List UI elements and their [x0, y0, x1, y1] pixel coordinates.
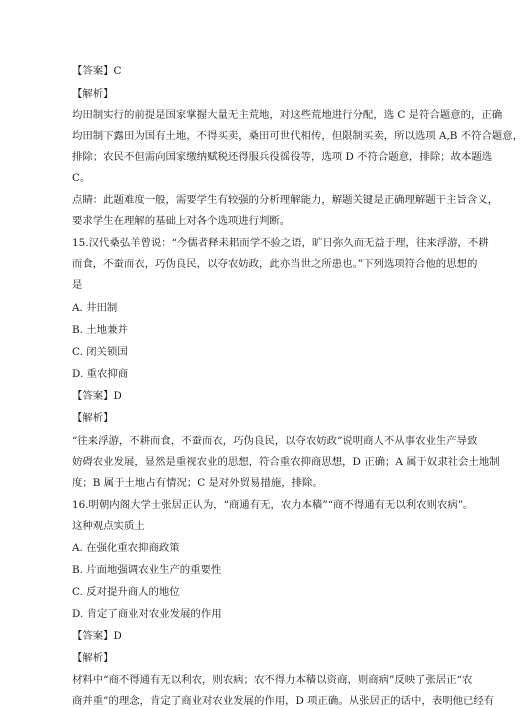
question-text-line: 这种观点实质上	[72, 520, 145, 532]
note-text-line: 要求学生在理解的基础上对各个选项进行判断。	[72, 215, 291, 227]
analysis-text-line: “往来浮游，不耕而食，不蚕而衣，巧伪良民，以夺农妨政”说明商人不从事农业生产导致	[72, 435, 478, 447]
option-c: C. 反对提升商人的地位	[72, 586, 180, 598]
option-b: B. 土地兼并	[72, 324, 128, 336]
analysis-label: 【解析】	[72, 652, 114, 664]
option-d: D. 肯定了商业对农业发展的作用	[72, 608, 222, 620]
analysis-label: 【解析】	[72, 88, 114, 100]
analysis-label: 【解析】	[72, 412, 114, 424]
analysis-text-line: 商并重”的理念，肯定了商业对农业发展的作用，D 项正确。从张居正的话中，表明他已经有	[72, 695, 495, 707]
analysis-text-line: C。	[72, 172, 91, 184]
option-c: C. 闭关锁国	[72, 346, 128, 358]
analysis-text-line: 材料中“商不得通有无以利农，则农病；农不得力本穑以资商，则商病”反映了张居正“农	[72, 674, 473, 686]
analysis-text-line: 均田制下露田为国有土地，不得买卖，桑田可世代相传，但限制买卖，所以选项 A,B 不符合题意，	[72, 130, 523, 142]
note-text-line: 点睛：此题难度一般，需要学生有较强的分析理解能力，解题关键是正确理解题干主旨含义，	[72, 194, 499, 206]
analysis-text-line: 均田制实行的前提是国家掌握大量无主荒地，对这些荒地进行分配，选 C 是符合题意的，正确	[72, 109, 503, 121]
question-text-line: 而食，不蚕而衣，巧伪良民，以夺农妨政，此亦当世之所患也。”下列选项符合他的思想的	[72, 258, 478, 270]
option-b: B. 片面地强调农业生产的重要性	[72, 564, 222, 576]
answer-label: 【答案】D	[72, 390, 122, 402]
analysis-text-line: 排除；农民不但需向国家缴纳赋税还得服兵役徭役等，选项 D 不符合题意，排除；故本题选	[72, 151, 493, 163]
question-text-line: 16.明朝内阁大学士张居正认为，“商通有无，农力本穑”“商不得通有无以利农则农病”。	[72, 499, 474, 511]
question-text-line: 15.汉代桑弘羊曾说：“今儒者释耒耜而学不验之语，旷日弥久而无益于理，往来浮游，不耕	[72, 237, 489, 249]
option-a: A. 井田制	[72, 302, 118, 314]
analysis-text-line: 度；B 属于土地占有情况；C 是对外贸易措施，排除。	[72, 477, 323, 489]
question-text-line: 是	[72, 279, 83, 291]
option-a: A. 在强化重农抑商政策	[72, 542, 180, 554]
answer-label: 【答案】D	[72, 630, 122, 642]
option-d: D. 重农抑商	[72, 368, 129, 380]
analysis-text-line: 妨碍农业发展，显然是重视农业的思想，符合重农抑商思想，D 正确；A 属于奴隶社会土地制	[72, 456, 500, 468]
answer-label: 【答案】C	[72, 65, 122, 77]
